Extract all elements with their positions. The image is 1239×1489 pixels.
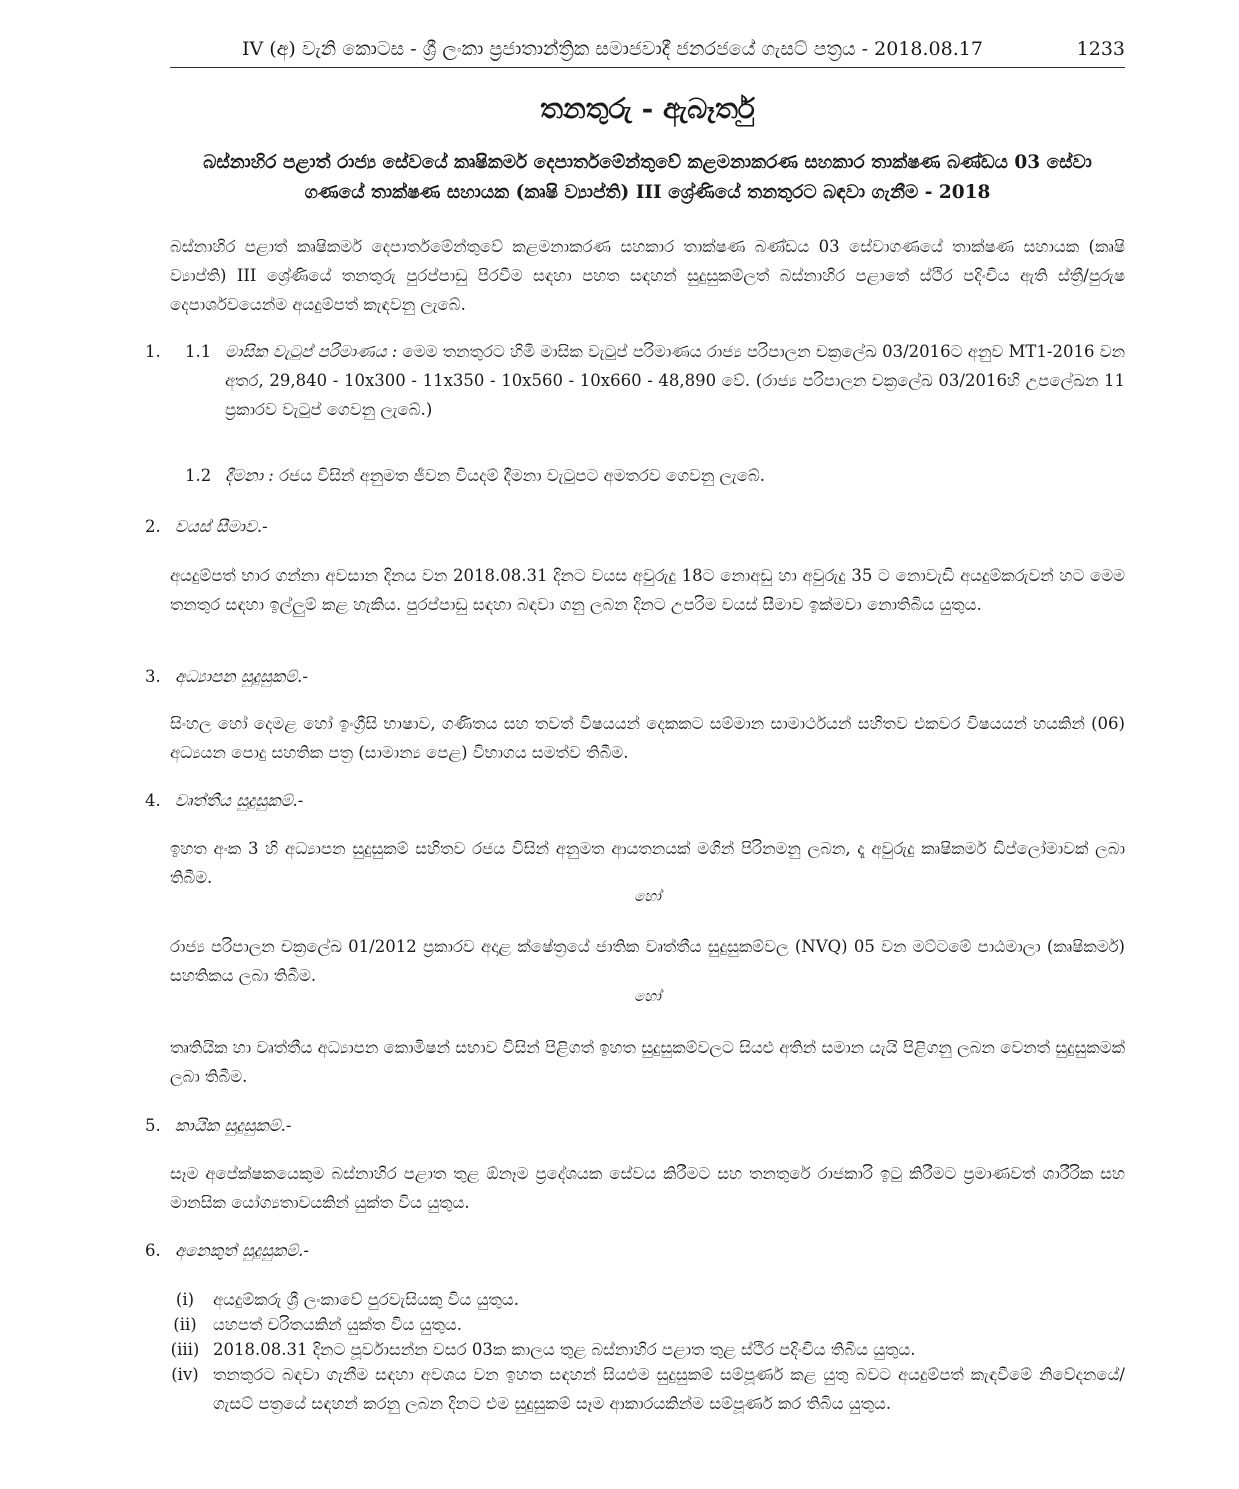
subtitle-line-1: බස්නාහිර පළාත් රාජ්‍ය සේවයේ කෘෂිකර්ම දෙපාර්තමේන්තුවේ කළමනාකරණ සහකාර තාක්ෂණ බණ්ඩය 03 සේවා [203,152,1092,173]
notice-subtitle [170,148,1125,208]
header-text: IV (අ) වැනි කොටස - ශ්‍රී ලංකා ප්‍රජාතාන්ත්‍රික සමාජවාදී ජනරජයේ ගැසට් පත්‍රය - 2018.08.17 [242,38,983,60]
section-3-heading: අධ්‍යාපන සුදුසුකම්.- [175,667,308,686]
sub-1-2-body: රජය විසින් අනුමත ජීවන වියදම් දීමනා වැටුපට අමතරව ගෙවනු ලැබේ. [279,466,765,485]
page-number: 1233 [1076,38,1125,60]
header-rule [170,67,1125,68]
section-5-number: 5. [145,1116,161,1135]
sub-1-1-body: මෙම තනතුරට හිමි මාසික වැටුප් පරිමාණය රාජ්‍ය පරිපාලන චක්‍රලේඛ 03/2016ට අනුව MT1-2016 වන අතර, 29,840 - 10x300 - 11x350 - 10x560 - 10x660 - 48,890 වේ. (රාජ්‍ය පරිපාලන චක්‍රලේඛ 03/2016හි උපලේඛන 11 ප්‍රකාරව වැටුප් ගෙවනු ලැබේ.) [225,342,1125,419]
section-1-sub-1 [145,337,1125,424]
section-3-number: 3. [145,667,161,686]
section-3-body: සිංහල හෝ දෙමළ හෝ ඉංග්‍රීසි භාෂාව, ගණිතය සහ තවත් විෂයයන් දෙකකට සම්මාන සාමාර්ථයන් සහිතව එකවර විෂයයන් හයකින් (06) අධ්‍යයන පොදු සහතික පත්‍ර (සාමාන්‍ය පෙළ) විභාගය සමත්ව තිබීම. [170,714,1125,762]
subtitle-line-2: ගණයේ තාක්ෂණ සහායක (කෘෂි ව්‍යාප්ති) III ශ්‍රේණියේ තනතුරට බඳවා ගැනීම - 2018 [304,182,991,203]
section-6-number: 6. [145,1241,161,1260]
section-2-number: 2. [145,517,161,536]
section-2-heading: වයස් සීමාව.- [175,517,268,536]
section-4-body-3: තෘතියික හා වෘත්තීය අධ්‍යාපන කොමිෂන් සභාව විසින් පිළිගත් ඉහත සුදුසුකම්වලට සියළු අතින් සමාන යැයි පිළිගනු ලබන වෙනත් සුදුසුකමක් ලබා තිබීම. [170,1038,1125,1086]
section-4-body-2: රාජ්‍ය පරිපාලන චක්‍රලේඛ 01/2012 ප්‍රකාරව අදාළ ක්ෂේත්‍රයේ ජාතික වෘත්තීය සුදුසුකම්වල (NVQ) 05 වන මට්ටමේ පාඨමාලා (කෘෂිකර්ම) සහතිකය ලබා තිබීම. [170,937,1125,985]
list-item-number: (iv) [171,1365,199,1384]
or-separator-2: හෝ [634,987,661,1005]
intro-paragraph: බස්නාහිර පළාත් කෘෂිකර්ම දෙපාර්තමේන්තුවේ කළමනාකරණ සහකාර තාක්ෂණ බණ්ඩය 03 සේවාගණයේ තාක්ෂණ සහායක (කෘෂි ව්‍යාප්ති) III ශ්‍රේණියේ තනතුරු පුරප්පාඩු පිරවීම සඳහා පහත සඳහන් සුදුසුකම්ලත් බස්නාහිර පළාතේ ස්ථිර පදිංචිය ඇති ස්ත්‍රී/පුරුෂ දෙපාර්ශවයෙන්ම අයදුම්පත් කැඳවනු ලැබේ. [170,237,1125,314]
sub-1-1-text [225,337,1125,424]
list-item-number: (ii) [173,1315,197,1334]
list-item-text: අයදුම්කරු ශ්‍රී ලංකාවේ පුරවැසියකු විය යුතුය. [213,1290,519,1309]
or-separator-1: හෝ [634,887,661,905]
list-item [165,1360,1125,1418]
sub-1-2-number: 1.2 [185,466,212,485]
section-5-heading: කායික සුදුසුකම්.- [175,1116,292,1135]
section-4-body-1: ඉහත අංක 3 හි අධ්‍යාපන සුදුසුකම් සහිතව රජය විසින් අනුමත ආයතනයක් මගින් පිරිනමනු ලබන, දෑ අවුරුදු කෘෂිකර්ම ඩිප්ලෝමාවක් ලබා තිබීම. [170,839,1125,887]
list-item-text: 2018.08.31 දිනට පූර්වාසන්න වසර 03ක කාලය තුළ බස්නාහිර පළාත තුළ ස්ථිර පදිංචිය තිබිය යුතුය. [213,1340,916,1359]
section-4-heading: වෘත්තීය සුදුසුකම්.- [175,791,304,810]
page-title: තනතුරු - ඇබෑර්තු [540,92,755,125]
sub-1-1-label: මාසික වැටුප් පරිමාණය : [225,342,398,361]
list-item-text: යහපත් චරිතයකින් යුක්ත විය යුතුය. [213,1315,463,1334]
section-1-sub-2 [145,461,1125,490]
sub-1-2-label: දීමනා : [225,466,274,485]
section-6-heading: අනෙකුත් සුදුසුකම්.- [175,1241,309,1260]
section-4-number: 4. [145,791,161,810]
section-2-body: අයදුම්පත් භාර ගන්නා අවසාන දිනය වන 2018.08.31 දිනට වයස අවුරුදු 18ට නොඅඩු හා අවුරුදු 35 ට නොවැඩි අයදුම්කරුවන් හට මෙම තනතුර සඳහා ඉල්ලුම් කළ හැකිය. පුරප්පාඩු සඳහා බඳවා ගනු ලබන දිනට උපරිම වයස් සීමාව ඉක්මවා නොතිබිය යුතුය. [170,566,1125,614]
list-item-text: තනතුරට බඳවා ගැනීම සඳහා අවශය වන ඉහත සඳහන් සියළුම සුදුසුකම් සම්පූර්ණ කළ යුතු බවට අයදුම්පත් කැඳවීමේ නිවේදනයේ/ගැසට් පත්‍රයේ සඳහන් කරනු ලබන දිනට එම සුදුසුකම් සෑම ආකාරයකින්ම සම්පූර්ණ කර තිබිය යුතුය. [213,1365,1125,1413]
section-5-body: සෑම අපේක්ෂකයෙකුම බස්නාහිර පළාත තුළ ඕනෑම ප්‍රදේශයක සේවය කිරීමට සහ තනතුරේ රාජකාරි ඉටු කිරීමට ප්‍රමාණවත් ශාරීරික සහ මානසික යෝග්‍යතාවයකින් යුක්ත විය යුතුය. [170,1164,1125,1212]
sub-1-2-text [225,461,1125,490]
page-header [170,36,1125,68]
sub-1-1-number: 1.1 [185,342,212,361]
list-item-number: (i) [175,1290,195,1309]
list-item-number: (iii) [170,1340,200,1359]
section-1-number: 1. [145,342,161,361]
